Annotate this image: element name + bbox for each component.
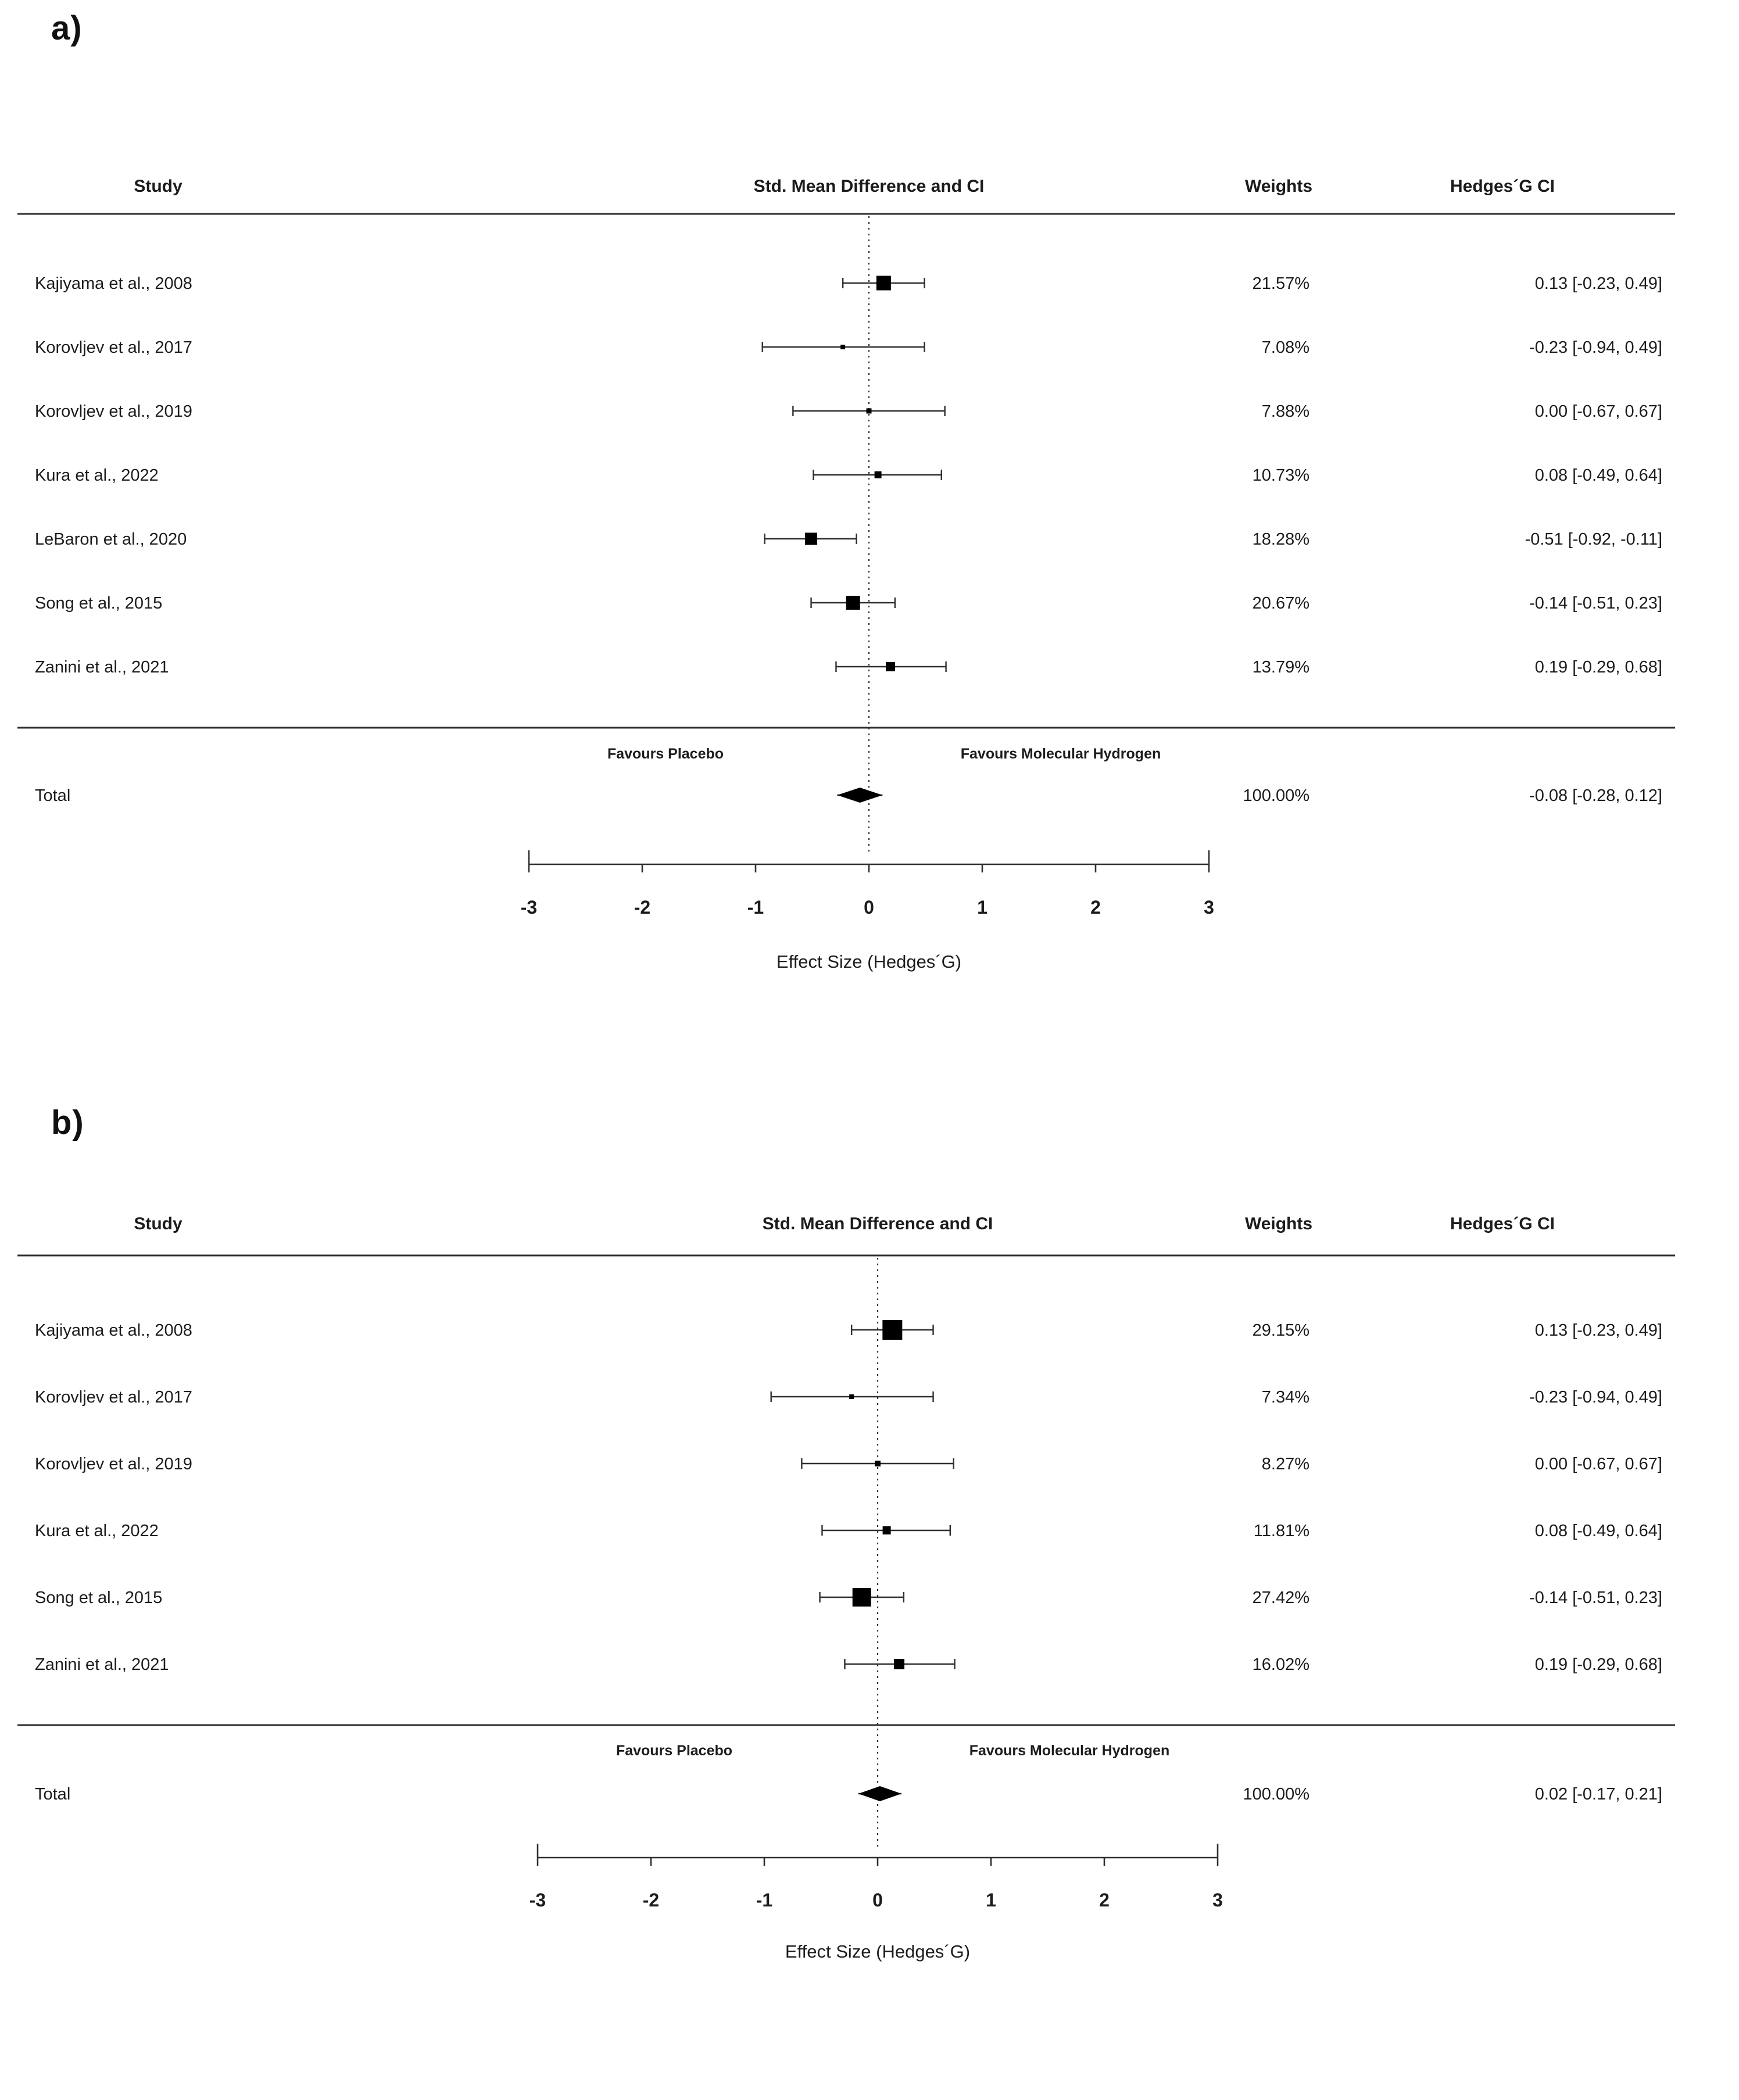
axis-tick-label: 0 [872,1890,883,1911]
axis-tick-label: -3 [529,1890,546,1911]
effect-marker [894,1659,904,1669]
total-weight-value: 100.00% [1243,786,1309,805]
axis-tick-label: 2 [1099,1890,1110,1911]
study-name: Korovljev et al., 2019 [35,1455,192,1473]
axis-tick-label: 2 [1090,897,1101,918]
study-name: Zanini et al., 2021 [35,658,169,677]
total-ci-value: 0.02 [-0.17, 0.21] [1534,1785,1662,1804]
weight-value: 20.67% [1252,594,1309,613]
ci-value: -0.14 [-0.51, 0.23] [1529,1589,1662,1607]
col-header-weights: Weights [1244,1214,1313,1233]
ci-value: 0.08 [-0.49, 0.64] [1534,466,1662,485]
favours-left-label: Favours Placebo [607,746,724,762]
ci-value: -0.23 [-0.94, 0.49] [1529,338,1662,357]
weight-value: 7.34% [1261,1388,1309,1407]
axis-title: Effect Size (Hedges´G) [785,1941,971,1962]
weight-value: 16.02% [1252,1655,1309,1674]
effect-marker [853,1588,871,1607]
axis-tick-label: 1 [977,897,987,918]
weight-value: 8.27% [1261,1455,1309,1473]
favours-right-label: Favours Molecular Hydrogen [960,746,1161,762]
axis-tick-label: 3 [1212,1890,1223,1911]
total-label: Total [35,786,71,805]
axis-tick-label: -3 [520,897,538,918]
col-header-smd: Std. Mean Difference and CI [753,177,985,196]
study-name: Song et al., 2015 [35,1589,163,1607]
axis-tick-label: -1 [756,1890,773,1911]
ci-value: -0.14 [-0.51, 0.23] [1529,594,1662,613]
effect-marker [876,276,891,291]
effect-marker [875,471,882,478]
weight-value: 21.57% [1252,274,1309,293]
study-name: Kura et al., 2022 [35,466,159,485]
col-header-weights: Weights [1244,177,1313,196]
ci-value: -0.51 [-0.92, -0.11] [1525,530,1662,549]
axis-tick-label: 1 [986,1890,996,1911]
ci-value: 0.13 [-0.23, 0.49] [1534,274,1662,293]
study-name: Korovljev et al., 2017 [35,1388,192,1407]
weight-value: 13.79% [1252,658,1309,677]
study-name: Korovljev et al., 2019 [35,402,192,421]
col-header-study: Study [134,1214,183,1233]
favours-left-label: Favours Placebo [616,1743,733,1759]
weight-value: 10.73% [1252,466,1309,485]
study-name: Kura et al., 2022 [35,1522,159,1540]
total-ci-value: -0.08 [-0.28, 0.12] [1529,786,1662,805]
weight-value: 18.28% [1252,530,1309,549]
effect-marker [846,596,860,610]
effect-marker [867,409,872,414]
ci-value: -0.23 [-0.94, 0.49] [1529,1388,1662,1407]
ci-value: 0.19 [-0.29, 0.68] [1534,1655,1662,1674]
axis-tick-label: 0 [864,897,874,918]
panel-label-b: b) [51,1104,84,1142]
total-diamond [837,788,882,803]
favours-right-label: Favours Molecular Hydrogen [969,1743,1170,1759]
col-header-hedges: Hedges´G CI [1450,177,1555,196]
weight-value: 7.08% [1261,338,1309,357]
ci-value: 0.00 [-0.67, 0.67] [1534,1455,1662,1473]
weight-value: 27.42% [1252,1589,1309,1607]
study-name: LeBaron et al., 2020 [35,530,187,549]
effect-marker [883,1526,891,1534]
panel-label-a: a) [51,9,83,47]
study-name: Zanini et al., 2021 [35,1655,169,1674]
effect-marker [805,533,817,545]
total-label: Total [35,1785,71,1804]
study-name: Kajiyama et al., 2008 [35,274,192,293]
effect-marker [849,1394,854,1399]
weight-value: 29.15% [1252,1321,1309,1340]
col-header-hedges: Hedges´G CI [1450,1214,1555,1233]
axis-tick-label: -2 [642,1890,660,1911]
axis-title: Effect Size (Hedges´G) [776,951,962,972]
ci-value: 0.08 [-0.49, 0.64] [1534,1522,1662,1540]
effect-marker [875,1461,881,1466]
ci-value: 0.19 [-0.29, 0.68] [1534,658,1662,677]
axis-tick-label: -1 [747,897,764,918]
col-header-smd: Std. Mean Difference and CI [762,1214,993,1233]
total-diamond [858,1786,901,1801]
effect-marker [882,1320,902,1340]
axis-tick-label: 3 [1204,897,1214,918]
study-name: Song et al., 2015 [35,594,163,613]
effect-marker [886,662,895,671]
forest-plot-b [0,1051,1739,2100]
weight-value: 7.88% [1261,402,1309,421]
weight-value: 11.81% [1253,1522,1309,1540]
ci-value: 0.13 [-0.23, 0.49] [1534,1321,1662,1340]
forest-panel-b [0,1051,1739,2100]
total-weight-value: 100.00% [1243,1785,1309,1804]
ci-value: 0.00 [-0.67, 0.67] [1534,402,1662,421]
effect-marker [840,345,845,349]
axis-tick-label: -2 [634,897,651,918]
study-name: Kajiyama et al., 2008 [35,1321,192,1340]
study-name: Korovljev et al., 2017 [35,338,192,357]
col-header-study: Study [134,177,183,196]
